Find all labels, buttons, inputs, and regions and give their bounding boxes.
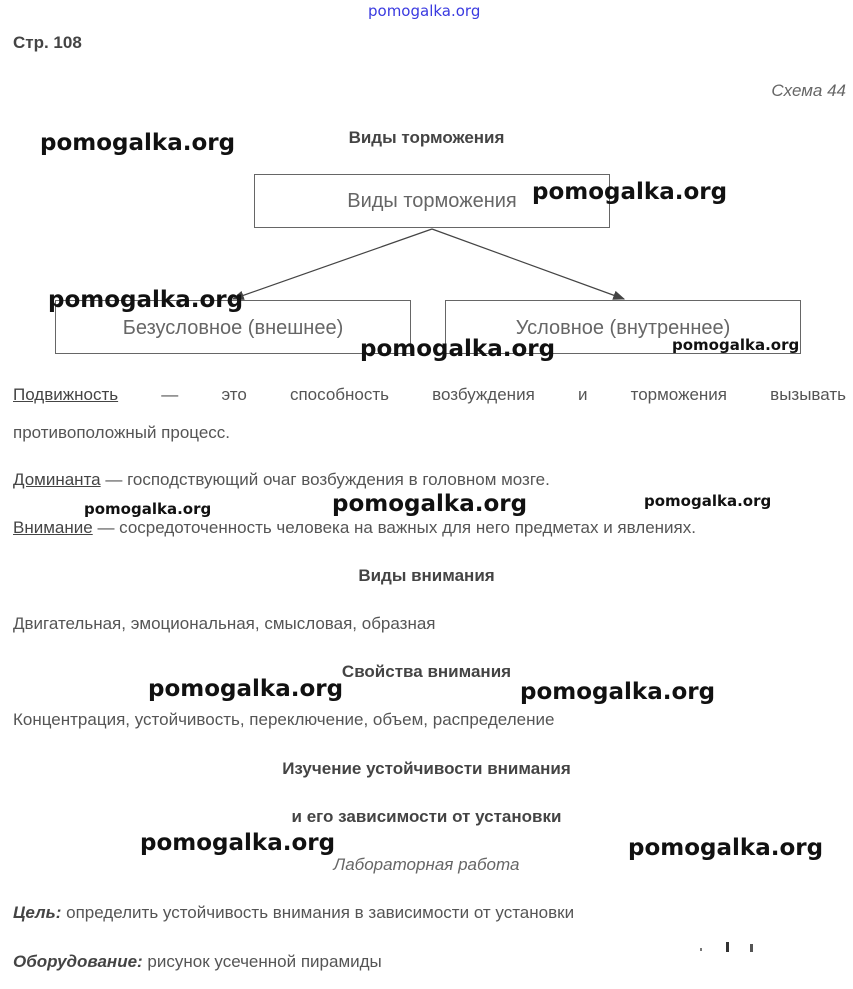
mobility-text-1: — это способность возбуждения и торможения вызывать [161,385,846,404]
goal-label: Цель: [13,903,62,922]
dominant-term: Доминанта [13,470,101,489]
scan-artifact [726,942,729,952]
lab-equipment [13,952,382,972]
watermark: pomogalka.org [644,492,772,510]
mobility-definition-line2: противоположный процесс. [13,423,231,442]
dominant-text: — господствующий очаг возбуждения в головном мозге. [100,470,550,489]
watermark: pomogalka.org [520,679,716,705]
arrow-right [432,229,624,299]
attention-properties-heading: Свойства внимания [341,662,512,681]
equipment-label: Оборудование: [13,952,143,971]
dominant-definition [13,470,550,490]
watermark: pomogalka.org [40,130,236,156]
diagram-root-label: Виды торможения [347,190,517,212]
scan-artifact [750,944,753,952]
watermark: pomogalka.org [628,835,824,861]
lab-heading-line2: и его зависимости от установки [291,807,562,826]
watermark: pomogalka.org [360,336,556,362]
watermark: pomogalka.org [672,336,800,354]
lab-subtitle: Лабораторная работа [333,855,520,874]
attention-term: Внимание [13,518,93,537]
watermark: pomogalka.org [84,500,212,518]
goal-text: определить устойчивость внимания в зависимости от установки [61,903,575,922]
scheme-label: Схема 44 [771,81,846,100]
attention-text: — сосредоточенность человека на важных для него предметах и явлениях. [92,518,696,537]
equipment-text: рисунок усеченной пирамиды [142,952,382,971]
arrow-left [233,229,432,299]
lab-heading-line1: Изучение устойчивости внимания [282,759,571,778]
diagram-title: Виды торможения [348,128,505,147]
mobility-term: Подвижность [13,385,119,404]
watermark: pomogalka.org [332,491,528,517]
watermark: pomogalka.org [532,179,728,205]
mobility-definition-line1 [13,385,846,405]
diagram-right-label: Условное (внутреннее) [515,317,731,339]
attention-properties-text: Концентрация, устойчивость, переключение, объем, распределение [13,710,555,729]
lab-goal [13,903,574,923]
scan-artifact [700,948,702,951]
watermark: pomogalka.org [140,830,336,856]
page-number: Стр. 108 [13,33,82,52]
attention-types-text: Двигательная, эмоциональная, смысловая, образная [13,614,436,633]
watermark: pomogalka.org [48,287,244,313]
attention-types-heading: Виды внимания [358,566,495,585]
attention-definition [13,518,696,538]
diagram-left-label: Безусловное (внешнее) [122,317,344,339]
watermark: pomogalka.org [148,676,344,702]
watermark-top: pomogalka.org [368,2,481,20]
